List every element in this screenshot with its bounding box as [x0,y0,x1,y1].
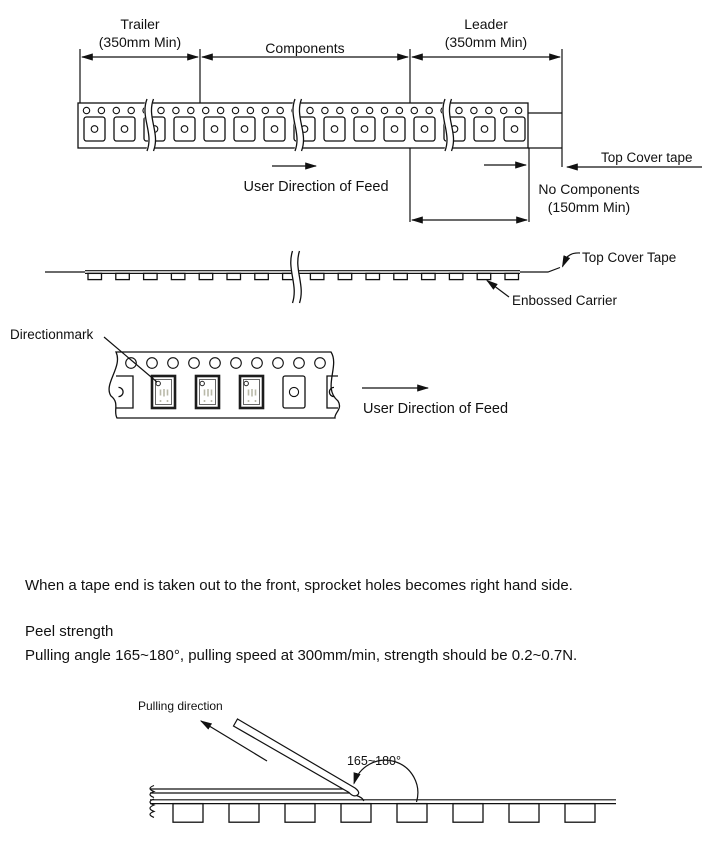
embossed-pocket [394,273,408,279]
top-cover-tape-label: Top Cover Tape [582,250,677,265]
diagram-tape-top-view [78,16,702,222]
direction-mark-dot [200,381,204,385]
peel-strength-detail: Pulling angle 165~180°, pulling speed at 300mm/min, strength should be 0.2~0.7N. [25,647,578,664]
sprocket-hole [231,358,242,369]
pocket-hole [211,126,218,133]
sprocket-hole [381,107,387,113]
carrier-pocket [565,804,595,823]
diagram-tape-side-view [45,250,676,308]
carrier-pocket [341,804,371,823]
sprocket-hole [217,107,223,113]
side-view-pockets [88,273,519,279]
sprocket-hole [277,107,283,113]
embossed-pocket [366,273,380,279]
sprocket-hole [203,107,209,113]
embossed-pocket [255,273,268,279]
sprocket-hole [189,358,200,369]
tape-break-curl [150,799,154,817]
pulling-direction-arrow [201,721,267,761]
side-view-break-mark [291,251,301,303]
leader-min-label: (350mm Min) [444,34,528,50]
carrier-pocket [285,804,315,823]
peel-angle-label: 165~180° [346,754,402,768]
pocket-hole [181,126,188,133]
sprocket-hole [486,107,492,113]
embossed-carrier-leader [487,281,509,298]
sprocket-hole [113,107,119,113]
direction-mark-dot [244,381,248,385]
sprocket-hole [188,107,194,113]
feed-direction-label: User Direction of Feed [243,179,389,195]
sprocket-hole [322,107,328,113]
sprocket-hole [128,107,134,113]
embossed-pocket [338,273,352,279]
marked-components [152,376,263,408]
trailer-label: Trailer [120,16,160,32]
no-components-label: No Components [538,181,640,197]
sprocket-hole [273,358,284,369]
sprocket-hole [307,107,313,113]
peel-strength-title: Peel strength [25,623,114,640]
embossed-pocket [199,273,213,279]
no-components-min-label: (150mm Min) [547,199,631,215]
pocket-hole [391,126,398,133]
sprocket-hole [173,107,179,113]
top-cover-tape-label: Top Cover tape [601,150,693,165]
sprocket-hole [147,358,158,369]
sprocket-hole [294,358,305,369]
carrier-pockets [173,804,595,823]
front-note: When a tape end is taken out to the front, sprocket holes becomes right hand side. [25,577,573,594]
diagram-peel-strength [138,699,616,822]
pocket-hole [331,126,338,133]
pocket-hole [271,126,278,133]
sprocket-hole [396,107,402,113]
embossed-carrier-label: Enbossed Carrier [512,293,618,308]
direction-mark-label: Directionmark [10,327,94,342]
sprocket-hole [83,107,89,113]
carrier-pocket [509,804,539,823]
sprocket-hole [352,107,358,113]
embossed-pocket [449,273,463,279]
embossed-pocket [116,273,130,279]
sprocket-hole [337,107,343,113]
sprocket-hole [158,107,164,113]
embossed-pocket [144,273,158,279]
trailer-min-label: (350mm Min) [98,34,182,50]
sprocket-hole [501,107,507,113]
embossed-pocket [88,273,102,279]
sprocket-hole [262,107,268,113]
sprocket-hole [168,358,179,369]
sprocket-hole [411,107,417,113]
pulling-direction-label: Pulling direction [138,699,223,713]
carrier-pocket [173,804,203,823]
sprocket-hole [366,107,372,113]
sprocket-hole [210,358,221,369]
tape-break-curl [150,786,154,798]
carrier-pocket [453,804,483,823]
sprocket-hole [471,107,477,113]
pocket-hole [481,126,488,133]
pocket-hole [289,387,298,396]
top-cover-tape-leader [563,253,581,267]
feed-direction-label: User Direction of Feed [363,401,509,417]
sprocket-hole [252,358,263,369]
diagram-direction-mark [10,327,508,418]
sprocket-hole [315,358,326,369]
embossed-pocket [227,273,241,279]
pocket-hole [421,126,428,133]
sprocket-hole [98,107,104,113]
embossed-pocket [505,273,519,279]
carrier-pocket [229,804,259,823]
embossed-pocket [422,273,436,279]
embossed-pocket [310,273,324,279]
pocket-hole [511,126,518,133]
embossed-pocket [171,273,185,279]
pocket-hole [121,126,128,133]
sprocket-hole [515,107,521,113]
leader-label: Leader [464,16,508,32]
sprocket-hole [232,107,238,113]
pulled-cover-tape-band [234,719,359,796]
sprocket-hole [247,107,253,113]
pocket-hole [91,126,98,133]
pocket-hole [361,126,368,133]
carrier-pocket [397,804,427,823]
components-label: Components [265,40,345,56]
cover-tape-tail [520,268,560,273]
embossed-pocket [477,273,491,279]
sprocket-hole [426,107,432,113]
sprocket-hole [456,107,462,113]
pocket-hole [241,126,248,133]
